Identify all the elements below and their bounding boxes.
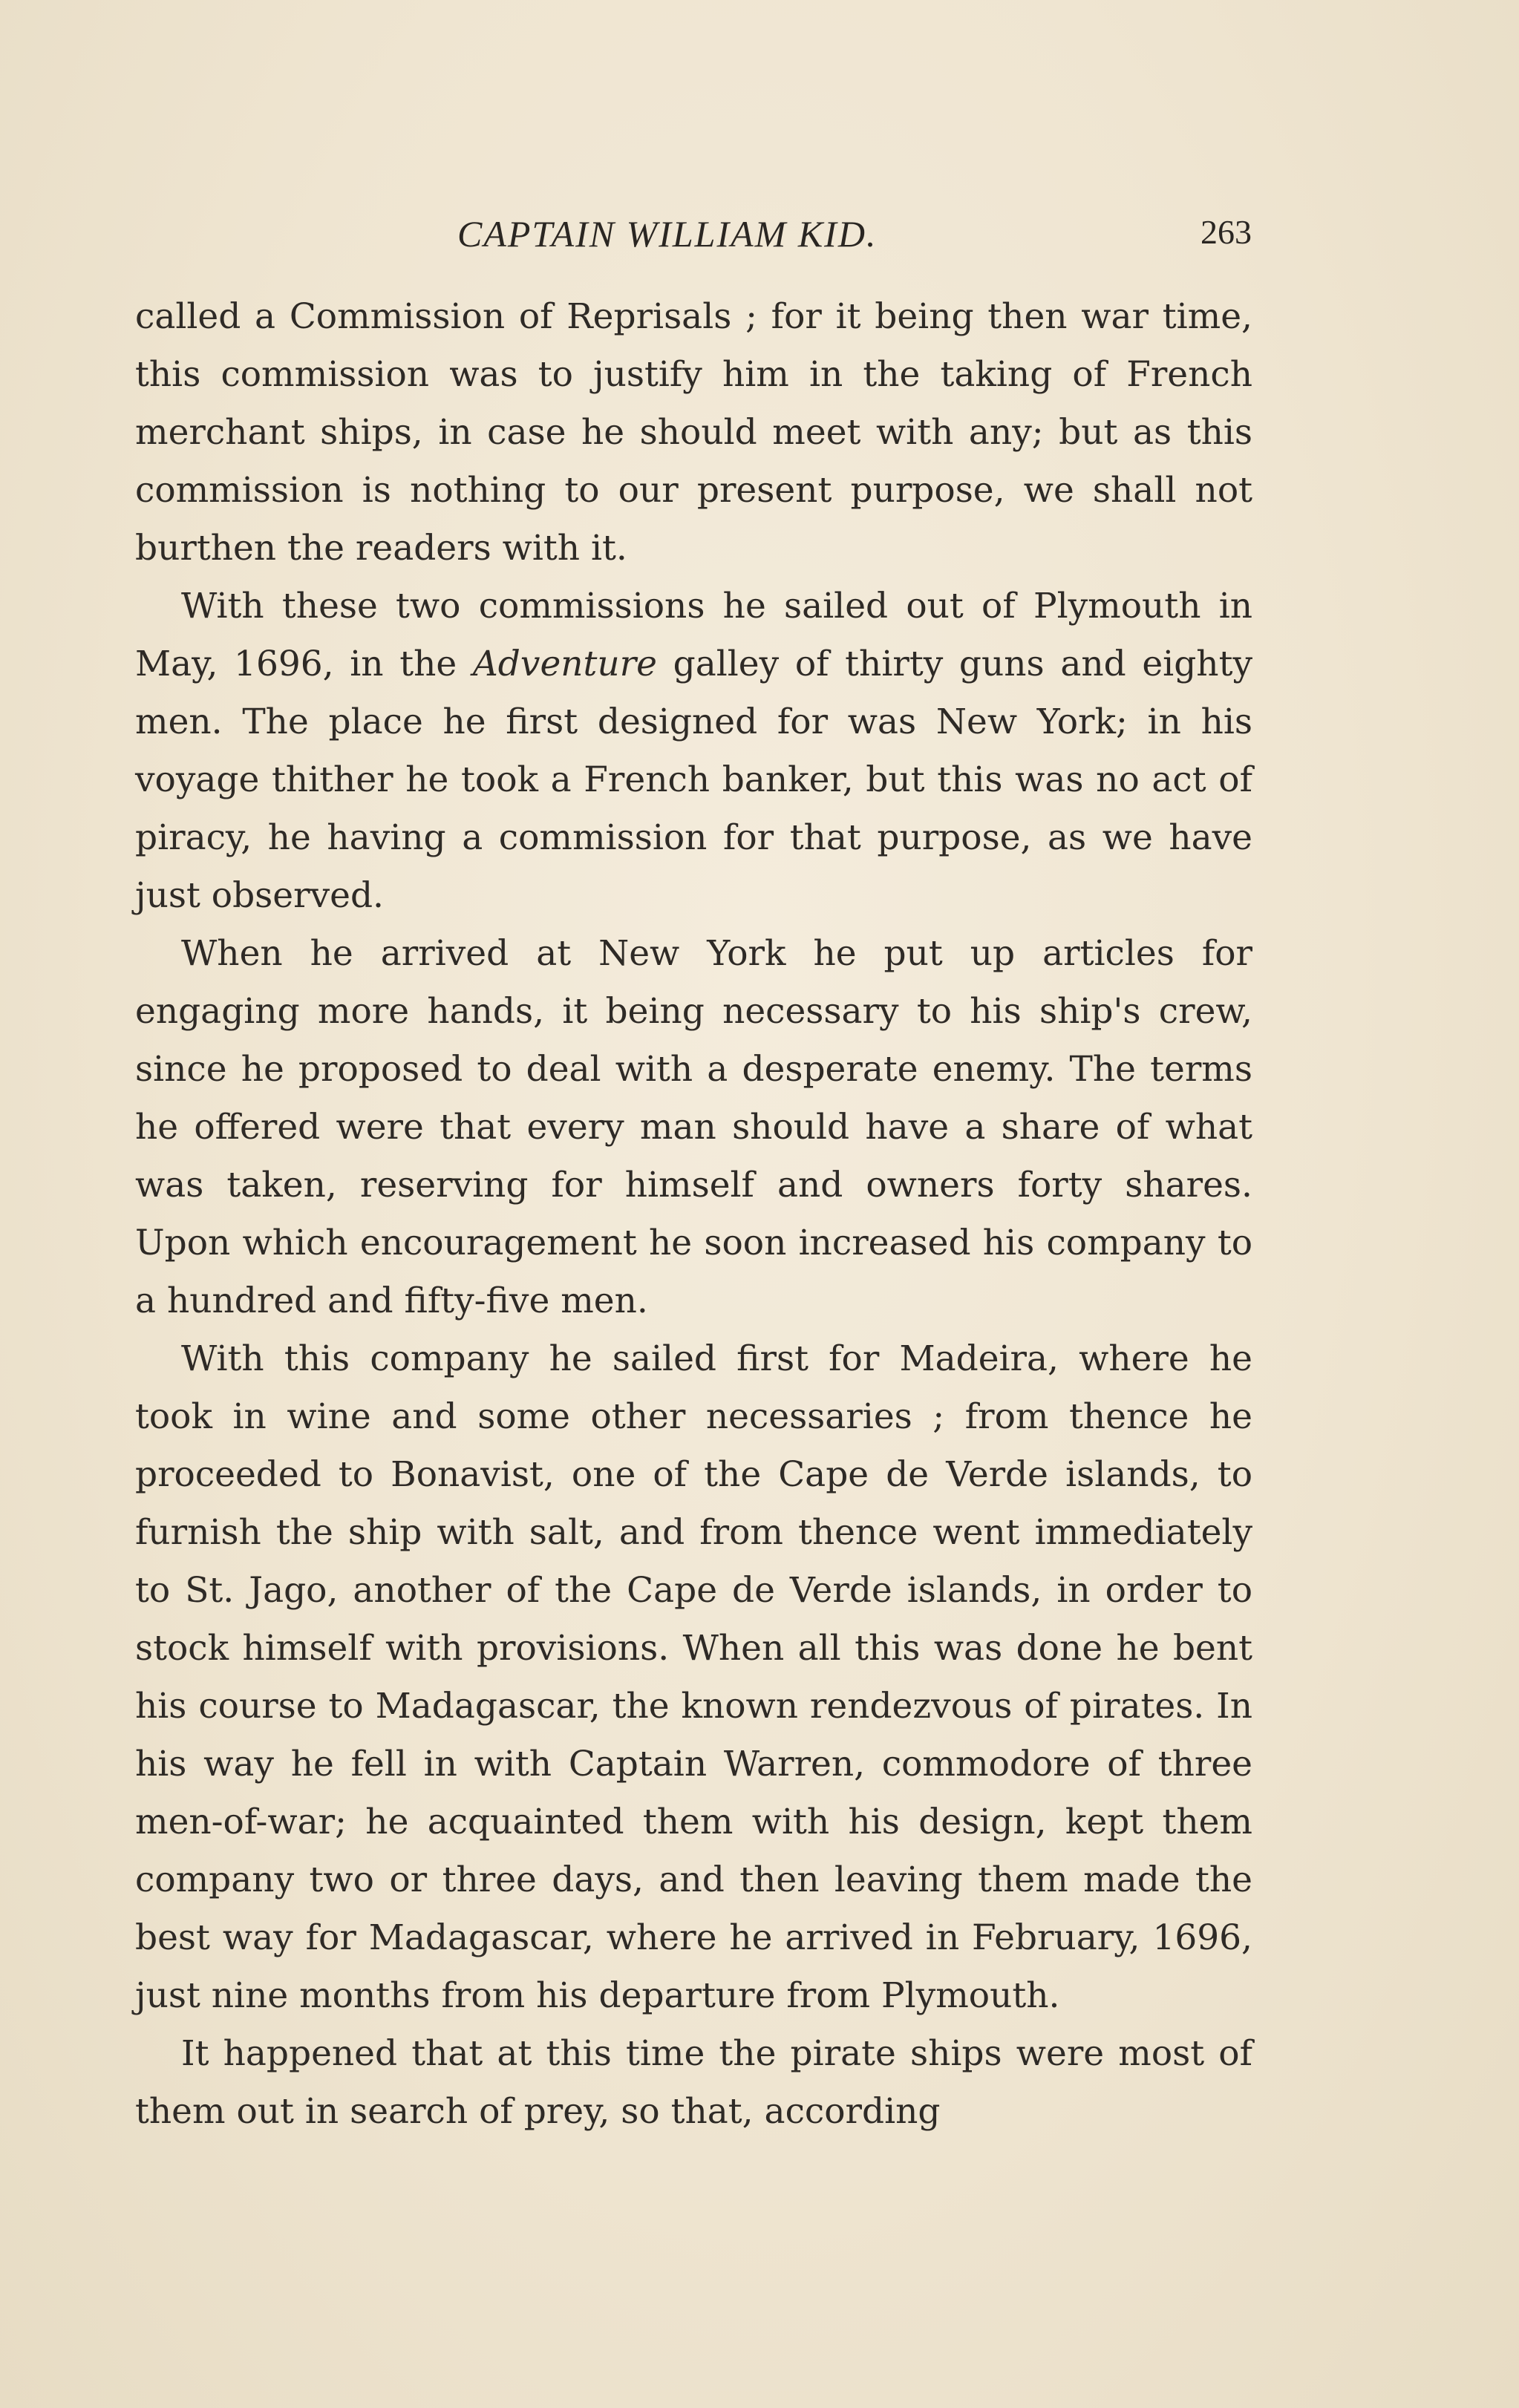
paragraph-2-text-end: galley of thirty guns and eighty men. The place he first designed for was New York; in his voyage thither he took a French banker, but this was no act of piracy, he having a commission for that purpose, as we have just observed. [135, 644, 1253, 916]
page-header [138, 212, 1252, 264]
paragraph-4: With this company he sailed first for Madeira, where he took in wine and some other necessaries ; from thence he proceeded to Bonavist, one of the Cape de Verde islands, to furnish the ship with salt, and from thence went immediately to St. Jago, another of the Cape de Verde islands, in order to stock himself with provisions. When all this was done he bent his course to Madagascar, the known rendezvous of pirates. In his way he fell in with Captain Warren, commodore of three men-of-war; he acquainted them with his design, kept them company two or three days, and then leaving them made the best way for Madagascar, where he arrived in February, 1696, just nine months from his departure from Plymouth. [135, 1338, 1252, 2016]
paragraph-2-text-start: With these two commissions he sailed out of Plymouth in May, 1696, in the [135, 586, 1252, 684]
ship-name-italic: Adventure [472, 644, 657, 684]
paragraph-2 [135, 578, 1252, 925]
body-text [135, 288, 1252, 2141]
paragraph-5: It happened that at this time the pirate ships were most of them out in search of prey, so that, according [135, 2033, 1252, 2132]
paragraph-3: When he arrived at New York he put up articles for engaging more hands, it being necessary to his ship's crew, since he proposed to deal with a desperate enemy. The terms he offered were that every man should have a share of what was taken, reserving for himself and owners forty shares. Upon which encouragement he soon increased his company to a hundred and fifty-five men. [135, 933, 1252, 1321]
page-number: 263 [1200, 213, 1252, 251]
running-title: CAPTAIN WILLIAM KID. [457, 213, 878, 255]
paragraph-1: called a Commission of Reprisals ; for it being then war time, this commission was to justify him in the taking of French merchant ships, in case he should meet with any; but as this commission is nothing to our present purpose, we shall not burthen the readers with it. [135, 296, 1252, 569]
